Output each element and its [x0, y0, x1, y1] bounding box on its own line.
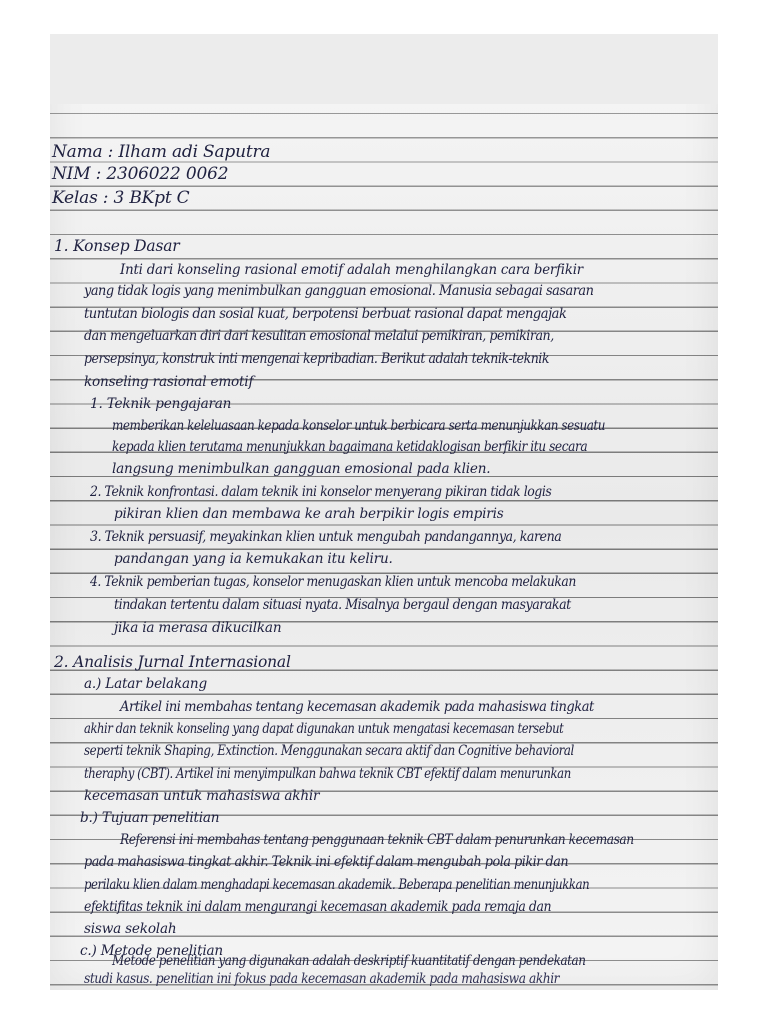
- technique-line: jika ia merasa dikucilkan: [114, 620, 282, 636]
- subsection-b-line: pada mahasiswa tingkat akhir. Teknik ini efektif dalam mengubah pola pikir dan: [84, 854, 569, 870]
- section-1-line: tuntutan biologis dan sosial kuat, berpotensi berbuat rasional dapat mengajak: [84, 306, 567, 322]
- technique-title: 4. Teknik pemberian tugas, konselor menugaskan klien untuk mencoba melakukan: [90, 574, 576, 590]
- subsection-c-line: Metode penelitian yang digunakan adalah deskriptif kuantitatif dengan pendekatan: [112, 953, 586, 969]
- technique-title: 1. Teknik pengajaran: [90, 396, 232, 412]
- subsection-c-line: studi kasus. penelitian ini fokus pada kecemasan akademik pada mahasiswa akhir: [84, 971, 560, 987]
- section-2-title: 2. Analisis Jurnal Internasional: [54, 653, 291, 671]
- technique-title: 3. Teknik persuasif, meyakinkan klien untuk mengubah pandangannya, karena: [90, 529, 562, 545]
- technique-line: kepada klien terutama menunjukkan bagaimana ketidaklogisan berfikir itu secara: [112, 439, 588, 455]
- subsection-c-title: c.) Metode penelitian: [80, 943, 223, 959]
- technique-line: tindakan tertentu dalam situasi nyata. Misalnya bergaul dengan masyarakat: [114, 597, 571, 613]
- student-class: Kelas : 3 BKpt C: [52, 188, 190, 208]
- section-1-line: persepsinya, konstruk inti mengenai kepribadian. Berikut adalah teknik-teknik: [84, 351, 549, 367]
- technique-line: memberikan keleluasaan kepada konselor untuk berbicara serta menunjukkan sesuatu: [112, 418, 606, 434]
- page-top-margin: [50, 34, 718, 104]
- section-1-line: dan mengeluarkan diri dari kesulitan emosional melalui pemikiran, pemikiran,: [84, 328, 554, 344]
- subsection-a-line: akhir dan teknik konseling yang dapat digunakan untuk mengatasi kecemasan tersebut: [84, 721, 564, 737]
- subsection-a-title: a.) Latar belakang: [84, 676, 207, 692]
- section-1-line: Inti dari konseling rasional emotif adalah menghilangkan cara berfikir: [120, 262, 583, 278]
- technique-line: pikiran klien dan membawa ke arah berpikir logis empiris: [114, 506, 504, 522]
- technique-title: 2. Teknik konfrontasi. dalam teknik ini konselor menyerang pikiran tidak logis: [90, 484, 552, 500]
- subsection-b-title: b.) Tujuan penelitian: [80, 810, 220, 826]
- section-1-title: 1. Konsep Dasar: [54, 237, 180, 255]
- subsection-b-line: efektifitas teknik ini dalam mengurangi kecemasan akademik pada remaja dan: [84, 899, 552, 915]
- section-1-line: yang tidak logis yang menimbulkan gangguan emosional. Manusia sebagai sasaran: [84, 283, 594, 299]
- subsection-a-line: seperti teknik Shaping, Extinction. Menggunakan secara aktif dan Cognitive behavioral: [84, 743, 574, 759]
- subsection-a-line: kecemasan untuk mahasiswa akhir: [84, 788, 320, 804]
- technique-line: pandangan yang ia kemukakan itu keliru.: [114, 551, 393, 567]
- student-nim: NIM : 2306022 0062: [52, 164, 229, 184]
- technique-line: langsung menimbulkan gangguan emosional pada klien.: [112, 461, 491, 477]
- subsection-b-line: siswa sekolah: [84, 921, 177, 937]
- subsection-b-line: perilaku klien dalam menghadapi kecemasan akademik. Beberapa penelitian menunjukkan: [84, 877, 590, 893]
- subsection-b-line: Referensi ini membahas tentang penggunaan teknik CBT dalam penurunkan kecemasan: [120, 832, 634, 848]
- subsection-a-line: Artikel ini membahas tentang kecemasan akademik pada mahasiswa tingkat: [120, 699, 594, 715]
- subsection-a-line: theraphy (CBT). Artikel ini menyimpulkan bahwa teknik CBT efektif dalam menurunkan: [84, 766, 571, 782]
- notebook-page: [50, 34, 718, 990]
- section-1-line: konseling rasional emotif: [84, 374, 254, 390]
- student-name: Nama : Ilham adi Saputra: [52, 142, 271, 162]
